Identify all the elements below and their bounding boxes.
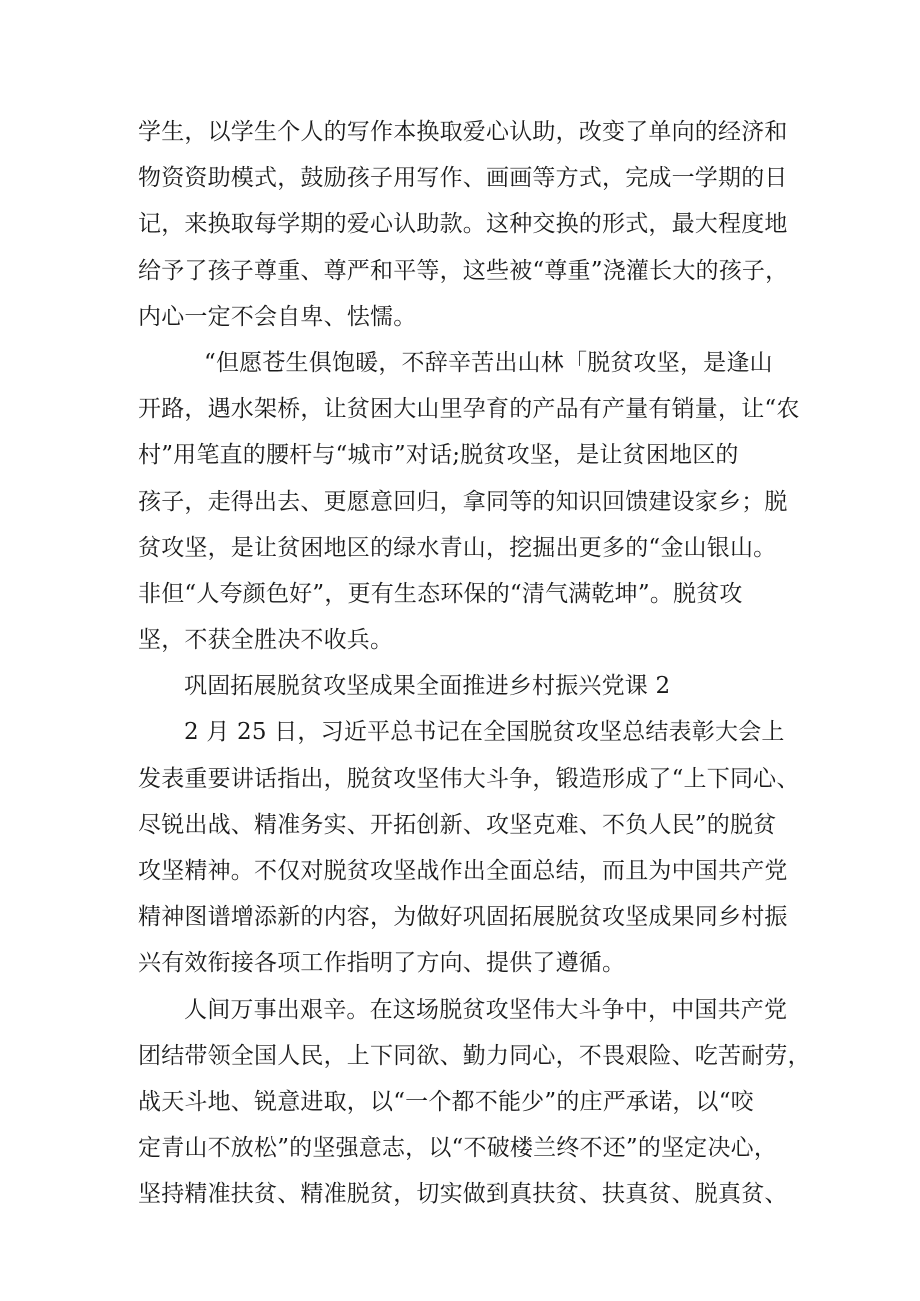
document-body — [138, 109, 811, 1218]
text-line: 坚，不获全胜决不收兵。 — [138, 627, 394, 654]
text-line: 贫攻坚，是让贫困地区的绿水青山，挖掘出更多的“金山银山。 — [138, 534, 777, 561]
text-line: 内心一定不会自卑、怯懦。 — [138, 303, 417, 330]
section-heading-text: 巩固拓展脱贫攻坚成果全面推进乡村振兴党课 2 — [184, 673, 671, 700]
paragraph-2 — [138, 340, 798, 663]
text-line: 精神图谱增添新的内容，为做好巩固拓展脱贫攻坚成果同乡村振 — [138, 904, 788, 931]
text-line: 村”用笔直的腰杆与“城市”对话;脱贫攻坚，是让贫困地区的 — [138, 442, 739, 469]
text-line: 人间万事出艰辛。在这场脱贫攻坚伟大斗争中，中国共产党 — [184, 996, 788, 1023]
text-line: 发表重要讲话指出，脱贫攻坚伟大斗争，锻造形成了“上下同心、 — [138, 765, 800, 792]
paragraph-1 — [138, 109, 798, 340]
text-line: 坚持精准扶贫、精准脱贫，切实做到真扶贫、扶真贫、脱真贫、 — [138, 1181, 788, 1208]
text-line: 攻坚精神。不仅对脱贫攻坚战作出全面总结，而且为中国共产党 — [138, 858, 788, 884]
text-line: 定青山不放松”的坚强意志，以“不破楼兰终不还”的坚定决心， — [138, 1135, 778, 1162]
text-line: 战天斗地、锐意进取，以“一个都不能少”的庄严承诺，以“咬 — [138, 1088, 754, 1115]
text-line: 给予了孩子尊重、尊严和平等，这些被“尊重”浇灌长大的孩子， — [138, 257, 789, 284]
text-line: 团结带领全国人民，上下同欲、勤力同心，不畏艰险、吃苦耐劳， — [138, 1042, 811, 1069]
text-line: 学生，以学生个人的写作本换取爱心认助，改变了单向的经济和 — [138, 119, 788, 145]
text-line: 孩子，走得出去、更愿意回归，拿同等的知识回馈建设家乡；脱 — [138, 488, 788, 515]
text-line: 记，来换取每学期的爱心认助款。这种交换的形式，最大程度地 — [138, 211, 788, 238]
section-heading — [138, 663, 798, 709]
text-line: “但愿苍生俱饱暖，不辞辛苦出山林「脱贫攻坚，是逢山 — [204, 349, 773, 376]
paragraph-4 — [138, 987, 811, 1218]
text-line: 2 月 25 日，习近平总书记在全国脱贫攻坚总结表彰大会上 — [184, 719, 785, 746]
paragraph-3 — [138, 709, 798, 986]
text-line: 物资资助模式，鼓励孩子用写作、画画等方式，完成一学期的日 — [138, 165, 788, 192]
text-line: 非但“人夸颜色好”，更有生态环保的“清气满乾坤”。脱贫攻 — [138, 580, 743, 607]
text-line: 开路，遇水架桥，让贫困大山里孕育的产品有产量有销量，让“农 — [138, 396, 800, 423]
text-line: 尽锐出战、精准务实、开拓创新、攻坚克难、不负人民”的脱贫 — [138, 811, 777, 838]
text-line: 兴有效衔接各项工作指明了方向、提供了遵循。 — [138, 950, 626, 977]
